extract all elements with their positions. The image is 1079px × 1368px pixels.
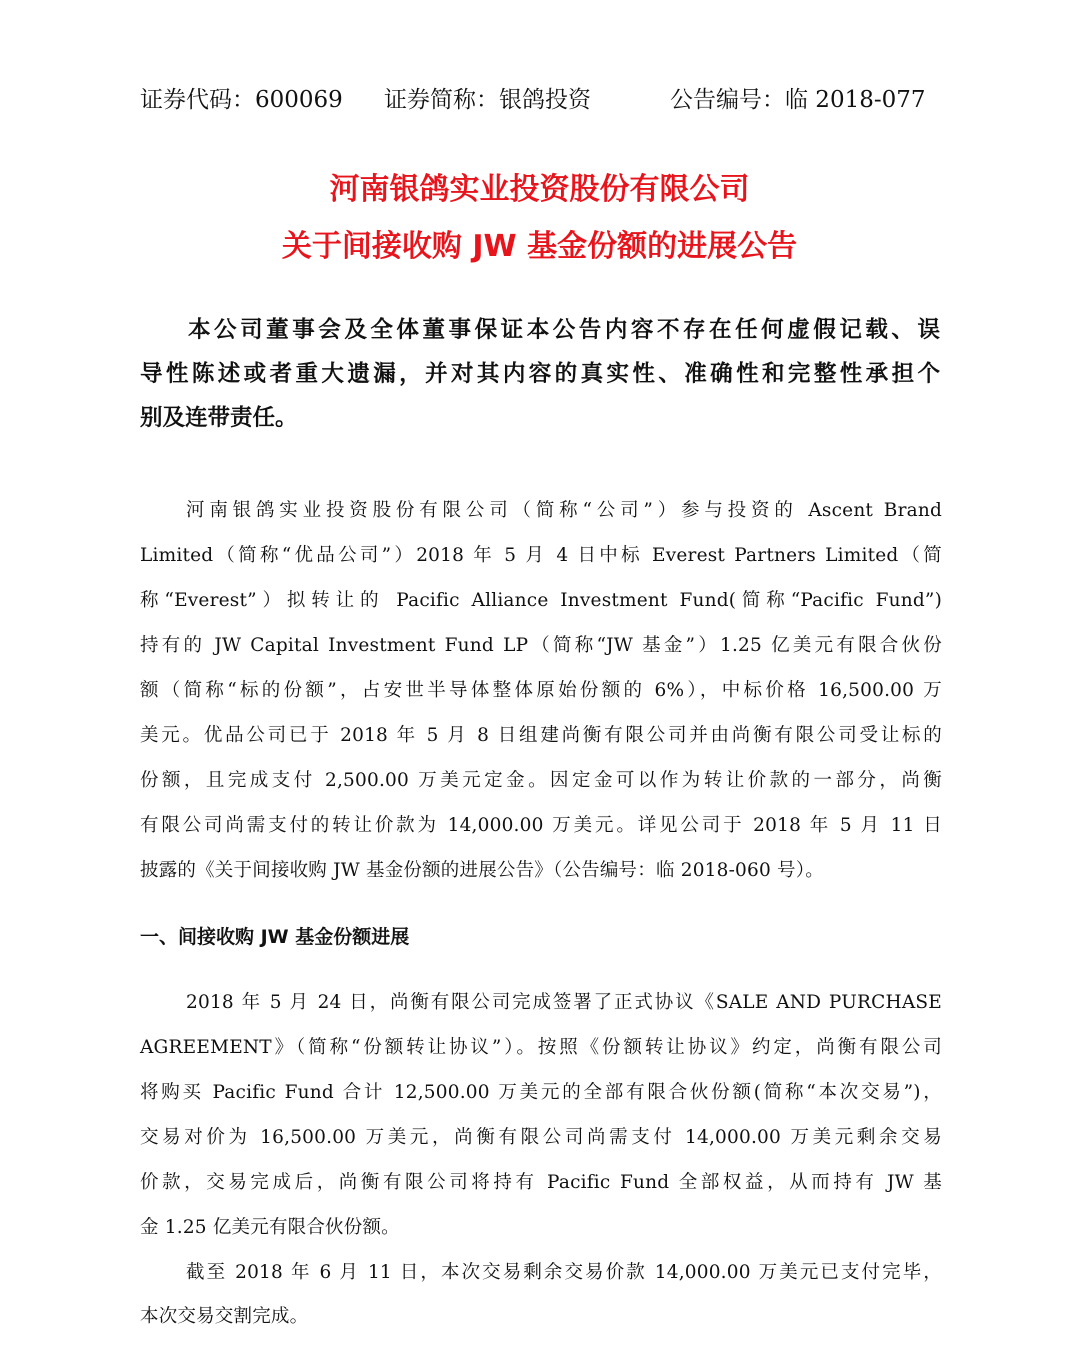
- stock-short-name: 证券简称：银鸽投资: [384, 87, 591, 113]
- notice-title: 关于间接收购 JW 基金份额的进展公告: [281, 229, 798, 264]
- paragraph-line: AGREEMENT》（简称“份额转让协议”）。按照《份额转让协议》约定，尚衡有限公司: [140, 1037, 942, 1058]
- paragraph-line: 将购买 Pacific Fund 合计 12,500.00 万美元的全部有限合伙份额(简称“本次交易”)，: [140, 1082, 942, 1103]
- header-line: [140, 80, 960, 120]
- statement-line: 别及连带责任。: [140, 405, 298, 431]
- paragraph-line: 交易对价为 16,500.00 万美元，尚衡有限公司尚需支付 14,000.00 万美元剩余交易: [140, 1127, 942, 1148]
- notice-number: 公告编号：临 2018-077: [670, 87, 926, 113]
- section-heading: 一、间接收购 JW 基金份额进展: [140, 926, 410, 948]
- stock-code: 证券代码：600069: [140, 87, 343, 113]
- paragraph-line: 美元。优品公司已于 2018 年 5 月 8 日组建尚衡有限公司并由尚衡有限公司受让标的: [140, 725, 942, 746]
- paragraph-line: 金 1.25 亿美元有限合伙份额。: [140, 1217, 400, 1238]
- paragraph-line: 河南银鸽实业投资股份有限公司（简称“公司”）参与投资的 Ascent Brand: [186, 500, 942, 521]
- paragraph-line: 2018 年 5 月 24 日，尚衡有限公司完成签署了正式协议《SALE AND PURCHASE: [186, 992, 942, 1013]
- paragraph-line: 称“Everest”）拟转让的 Pacific Alliance Investment Fund(简称“Pacific Fund”): [140, 590, 942, 611]
- paragraph-line: 持有的 JW Capital Investment Fund LP（简称“JW 基金”）1.25 亿美元有限合伙份: [140, 635, 942, 656]
- paragraph-line: 披露的《关于间接收购 JW 基金份额的进展公告》（公告编号：临 2018-060 号）。: [140, 860, 824, 881]
- paragraph-line: 有限公司尚需支付的转让价款为 14,000.00 万美元。详见公司于 2018 年 5 月 11 日: [140, 815, 942, 836]
- paragraph-line: 本次交易交割完成。: [140, 1306, 309, 1327]
- statement-line: 导性陈述或者重大遗漏，并对其内容的真实性、准确性和完整性承担个: [140, 361, 940, 387]
- paragraph-line: 截至 2018 年 6 月 11 日，本次交易剩余交易价款 14,000.00 万美元已支付完毕，: [186, 1262, 942, 1283]
- company-title: 河南银鸽实业投资股份有限公司: [329, 172, 750, 207]
- paragraph-line: 份额，且完成支付 2,500.00 万美元定金。因定金可以作为转让价款的一部分，尚衡: [140, 770, 942, 791]
- paragraph-line: 额（简称“标的份额”，占安世半导体整体原始份额的 6%），中标价格 16,500.00 万: [140, 680, 942, 701]
- statement-line: 本公司董事会及全体董事保证本公告内容不存在任何虚假记载、误: [188, 317, 940, 343]
- paragraph-line: Limited（简称“优品公司”）2018 年 5 月 4 日中标 Everest Partners Limited（简: [140, 545, 942, 566]
- paragraph-line: 价款，交易完成后，尚衡有限公司将持有 Pacific Fund 全部权益，从而持有 JW 基: [140, 1172, 942, 1193]
